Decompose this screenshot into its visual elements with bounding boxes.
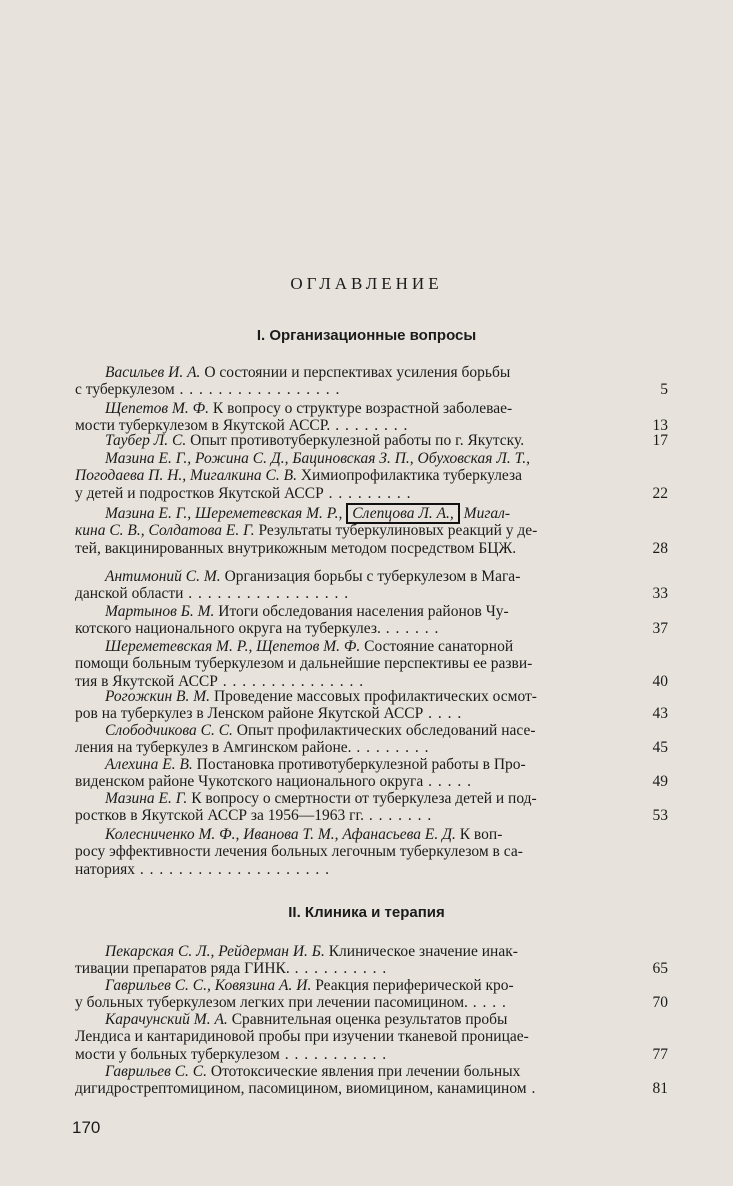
toc-line (75, 450, 637, 467)
toc-entry (75, 977, 667, 1012)
toc-entry (75, 568, 667, 603)
toc-leader-dots: . . . . . (423, 773, 473, 791)
toc-line (75, 1028, 637, 1045)
toc-line (75, 739, 668, 757)
section-heading-clinic: II. Клиника и терапия (288, 904, 445, 921)
toc-line (75, 705, 668, 723)
toc-leader-dots: . . . . . . . . . . . . . . . . . (174, 381, 341, 399)
toc-title-text: мости у больных туберкулезом (75, 1045, 280, 1063)
toc-title-text: Итоги обследования населения районов Чу- (214, 603, 509, 620)
toc-entry (75, 364, 667, 399)
toc-title-text: Проведение массовых профилактических осмот- (210, 688, 537, 705)
toc-authors: Щепетов М. Ф. (105, 400, 210, 417)
toc-line (75, 790, 637, 807)
toc-entry (75, 432, 667, 449)
toc-title-text: наториях (75, 860, 136, 878)
toc-line (75, 688, 637, 705)
toc-entry (75, 603, 667, 638)
toc-page-number: 43 (652, 705, 668, 723)
toc-entry (75, 790, 667, 825)
toc-authors: Алехина Е. В. (105, 756, 193, 773)
contents-title: ОГЛАВЛЕНИЕ (290, 274, 443, 293)
toc-line (75, 568, 637, 585)
toc-line (75, 994, 668, 1012)
toc-leader-dots: . . . . (423, 705, 463, 723)
toc-line (75, 1045, 668, 1063)
toc-page-number: 28 (652, 539, 668, 557)
toc-authors: Погодаева П. Н., Мигалкина С. В. (75, 467, 297, 485)
toc-authors: Колесниченко М. Ф., Иванова Т. М., Афанасьева Е. Д. (105, 826, 456, 843)
toc-line (75, 505, 637, 522)
toc-line (75, 539, 668, 557)
toc-line (75, 522, 637, 539)
toc-page-number: 5 (660, 381, 668, 399)
toc-line (75, 773, 668, 791)
toc-authors: Мигал- (463, 505, 511, 522)
toc-title-text: Химиопрофилактика туберкулеза (296, 467, 523, 485)
toc-title-text: котского национального округа на туберкулез. (75, 620, 381, 638)
toc-authors: Рогожкин В. М. (105, 688, 211, 705)
toc-page-number: 70 (652, 994, 668, 1012)
toc-entry (75, 826, 667, 878)
toc-line (75, 364, 637, 381)
toc-line (75, 655, 637, 672)
toc-line (75, 484, 668, 502)
toc-line (75, 1080, 668, 1098)
toc-title-text: ров на туберкулез в Ленском районе Якутской АССР (75, 705, 424, 723)
toc-title-text: у детей и подростков Якутской АССР (75, 484, 324, 502)
toc-page-number: 77 (652, 1045, 668, 1063)
toc-title-text: ростков в Якутской АССР за 1956—1963 гг. (75, 807, 365, 825)
toc-authors: кина С. В., Солдатова Е. Г. (75, 522, 255, 540)
toc-authors: Мазина Е. Г. (105, 790, 188, 807)
toc-title-text: тей, вакцинированных внутрикожным методом посредством БЦЖ. (75, 539, 517, 557)
toc-title-text: тивации препаратов ряда ГИНК. (75, 960, 290, 978)
toc-line (75, 807, 668, 825)
toc-line (75, 638, 637, 655)
toc-line (75, 843, 637, 860)
toc-title-text: Лендиса и кантаридиновой пробы при изучении тканевой проницае- (75, 1028, 529, 1046)
toc-line (75, 826, 637, 843)
toc-title-text: Клиническое значение инак- (324, 943, 518, 960)
toc-entry (75, 400, 667, 435)
toc-title-text: О состоянии и перспективах усиления борьбы (200, 364, 511, 381)
toc-title-text: К вопросу о смертности от туберкулеза детей и под- (187, 790, 537, 807)
toc-entry (75, 1011, 667, 1063)
section-heading-organizational: I. Организационные вопросы (256, 327, 477, 344)
toc-page-number: 65 (652, 960, 668, 978)
toc-authors: Мартынов Б. М. (105, 603, 215, 620)
toc-page-number: 40 (652, 672, 668, 690)
toc-title-text: помощи больным туберкулезом и дальнейшие перспективы ее разви- (75, 655, 533, 673)
toc-title-text: данской области (75, 585, 184, 603)
toc-page-number: 33 (652, 585, 668, 603)
toc-line (75, 756, 637, 773)
toc-authors: Слободчикова С. С. (105, 722, 233, 739)
toc-line (75, 467, 637, 484)
highlighted-author: Слепцова Л. А., (346, 503, 460, 524)
toc-title-text: у больных туберкулезом легких при лечении пасомицином. (75, 994, 468, 1012)
toc-authors: Пекарская С. Л., Рейдерман И. Б. (105, 943, 325, 960)
toc-line (75, 381, 668, 399)
page-number: 170 (72, 1118, 101, 1137)
toc-title-text: Результаты туберкулиновых реакций у де- (254, 522, 538, 540)
toc-leader-dots: . . . . . . . . . . . . . . . . . . . . (135, 860, 331, 878)
toc-line (75, 943, 637, 960)
toc-leader-dots: . . . . . . . . (330, 417, 409, 435)
toc-title-text: ления на туберкулез в Амгинском районе. (75, 739, 352, 757)
toc-line (75, 400, 637, 417)
toc-page-number: 45 (652, 739, 668, 757)
toc-title-text: с туберкулезом (75, 381, 175, 399)
toc-line (75, 585, 668, 603)
toc-title-text: Постановка противотуберкулезной работы в Про- (192, 756, 526, 773)
toc-authors: Мазина Е. Г., Шереметевская М. Р., (105, 505, 343, 522)
toc-leader-dots: . . . . . . . . . . . . . . . (217, 672, 365, 690)
toc-leader-dots: . . . . . . (380, 620, 440, 638)
toc-title-text: тия в Якутской АССР (75, 672, 218, 690)
toc-title-text: дигидрострептомицином, пасомицином, виомицином, канамицином (75, 1080, 527, 1098)
toc-page-number: 49 (652, 773, 668, 791)
toc-page-number: 22 (652, 484, 668, 502)
toc-title-text: Организация борьбы с туберкулезом в Мага- (220, 568, 521, 585)
toc-authors: Карачунский М. А. (105, 1011, 228, 1028)
toc-authors: Гаврильев С. С., Ковязина А. И. (105, 977, 312, 994)
toc-line (75, 722, 637, 739)
toc-entry (75, 638, 667, 690)
toc-leader-dots: . . . . . . . . (351, 739, 430, 757)
toc-title-text: Опыт противотуберкулезной работы по г. Якутску. (186, 432, 525, 449)
toc-page-number: 13 (652, 417, 668, 435)
toc-authors: Васильев И. А. (105, 364, 201, 381)
toc-line (75, 960, 668, 978)
toc-title-text: Опыт профилактических обследований насе- (232, 722, 536, 739)
toc-title-text: Состояние санаторной (360, 638, 514, 655)
toc-line (75, 620, 668, 638)
toc-authors: Мазина Е. Г., Рожина С. Д., Бациновская З. П., Обуховская Л. Т., (105, 450, 530, 467)
toc-entry (75, 943, 667, 978)
toc-authors: Гаврильев С. С. (105, 1063, 208, 1080)
toc-page-number: 53 (652, 807, 668, 825)
toc-leader-dots: . . . . . . . . . (323, 484, 412, 502)
toc-entry (75, 505, 667, 557)
toc-page-number: 17 (652, 432, 668, 449)
toc-leader-dots: . . . . . . . . . . . . . . . . . (183, 585, 350, 603)
toc-title-text: виденском районе Чукотского национального округа (75, 773, 424, 791)
toc-title-text: Сравнительная оценка результатов пробы (227, 1011, 508, 1028)
toc-line (75, 432, 668, 449)
toc-authors: Таубер Л. С. (105, 432, 187, 449)
toc-page-number: 37 (652, 620, 668, 638)
toc-entry (75, 450, 667, 502)
toc-title-text: росу эффективности лечения больных легочным туберкулезом в са- (75, 843, 523, 861)
toc-entry (75, 756, 667, 791)
toc-leader-dots: . . . . . . . . . . . (279, 1045, 388, 1063)
toc-title-text: Ототоксические явления при лечении больных (207, 1063, 521, 1080)
toc-leader-dots: . . . . . . . (364, 807, 433, 825)
toc-entry (75, 722, 667, 757)
toc-leader-dots: . . . . . . . . . . (289, 960, 388, 978)
toc-authors: Шереметевская М. Р., Щепетов М. Ф. (105, 638, 361, 655)
toc-title-text: Реакция периферической кро- (311, 977, 514, 994)
toc-leader-dots: . (526, 1080, 537, 1098)
toc-title-text: мости туберкулезом в Якутской АССР. (75, 417, 331, 435)
toc-line (75, 1011, 637, 1028)
toc-title-text: К вопросу о структуре возрастной заболевае- (209, 400, 513, 417)
toc-page-number: 81 (652, 1080, 668, 1098)
toc-entry (75, 688, 667, 723)
toc-line (75, 1063, 637, 1080)
toc-title-text: К воп- (455, 826, 503, 843)
toc-line (75, 603, 637, 620)
toc-authors: Антимоний С. М. (105, 568, 221, 585)
toc-line (75, 861, 637, 878)
toc-line (75, 977, 637, 994)
toc-entry (75, 1063, 667, 1098)
toc-leader-dots: . . . . (467, 994, 507, 1012)
